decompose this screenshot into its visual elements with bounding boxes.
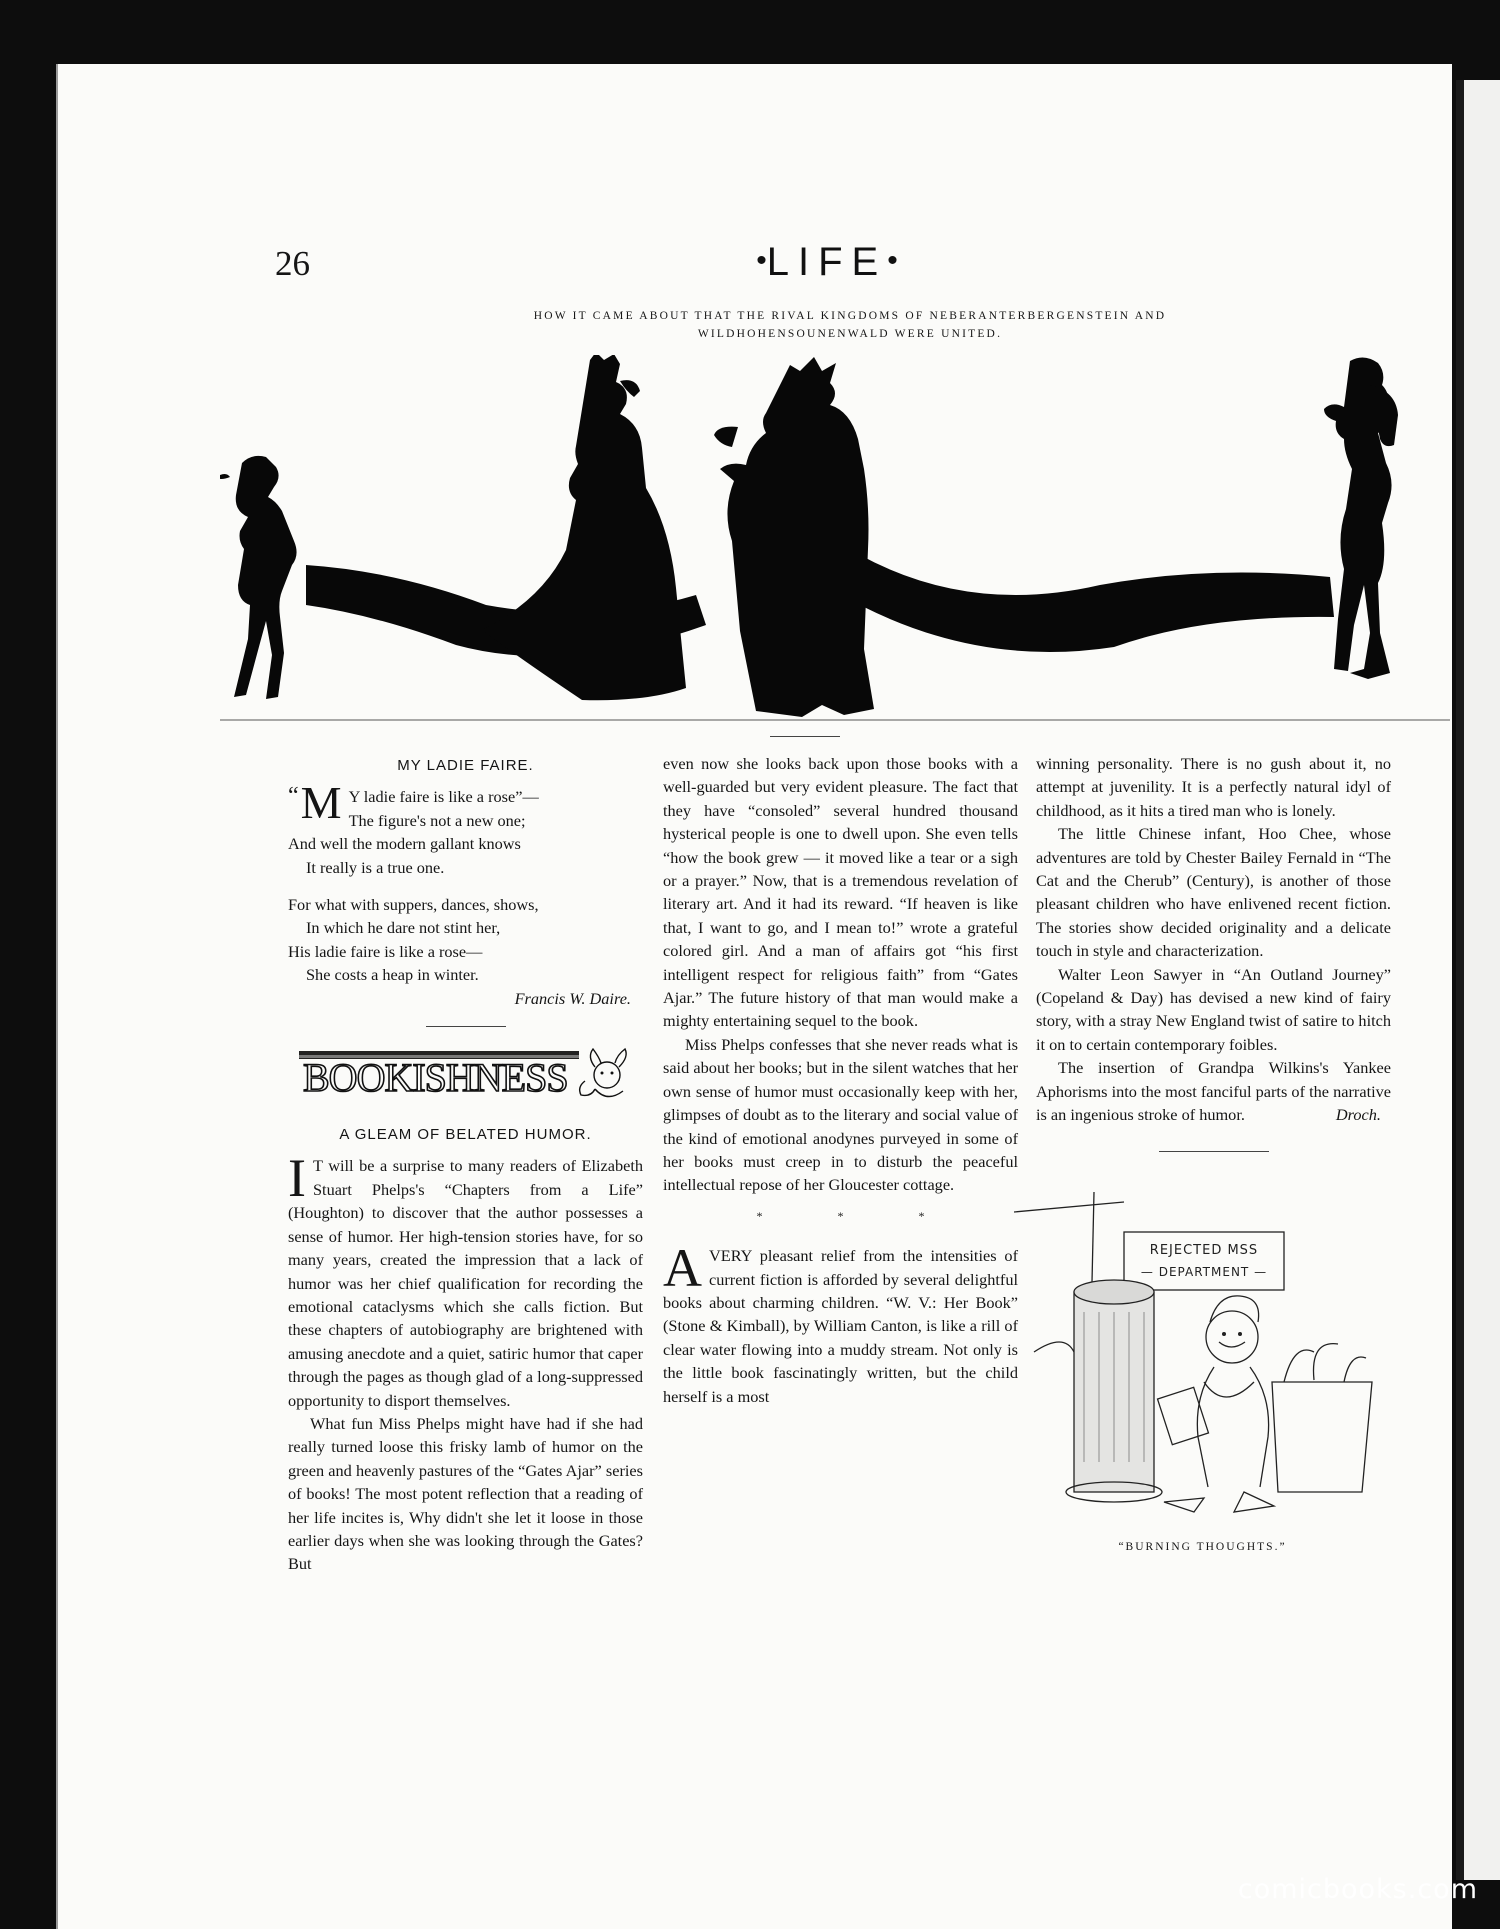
column-3 [1036, 752, 1391, 1559]
silhouette-illustration [220, 355, 1450, 730]
bookishness-paragraph-2: What fun Miss Phelps might have had if she had really turned loose this frisky lamb of humor on the green and heavenly pastures of the “Gates Ajar” series of books! The most potent reflection that a reading of her life incites is, Why didn't she let it loose in those earlier days when she was looking through the Gates? But [288, 1413, 643, 1574]
site-watermark: comicbooks.com [1237, 1874, 1478, 1905]
bookishness-heading: A GLEAM OF BELATED HUMOR. [339, 1126, 592, 1144]
poem-drop-cap: M [300, 777, 342, 829]
illustration-divider [770, 736, 840, 737]
column-3-paragraph-4: The insertion of Grandpa Wilkins's Yankee Aphorisms into the most fanciful parts of the narrative is an ingenious stroke of humor. [1036, 1058, 1391, 1125]
poem-divider [426, 1026, 506, 1027]
masthead: •LIFE• [756, 240, 898, 284]
column-2-paragraph-2: Miss Phelps confesses that she never reads what is said about her books; but in the silent watches that her own sense of humor must occasionally keep with her, glimpses of doubt as to the literary and social value of the kind of emotional anodynes purveyed in some of her books must creep in to disturb the peaceful intellectual repose of her Gloucester cottage. [663, 1034, 1018, 1195]
burning-thoughts-drawing [1014, 1192, 1414, 1522]
poem-title: MY LADIE FAIRE. [397, 757, 534, 774]
poem-line-4: It really is a true one. [306, 857, 445, 877]
poem-line-8: She costs a heap in winter. [306, 965, 479, 985]
poem-open-quote: “ [288, 783, 299, 810]
column-3-paragraph-2: The little Chinese infant, Hoo Chee, whose adventures are told by Chester Bailey Fernald in “The Cat and the Cherub” (Century), is another of those pleasant children who have enlivened recent fiction. The stories show decided originality and a delicate touch in style and characterization. [1036, 824, 1391, 961]
column-3-paragraph-3: Walter Leon Sawyer in “An Outland Journey” (Copeland & Day) has devised a new kind of fairy story, with a stray New England twist of satire to hitch it on to certain contemporary foibles. [1036, 964, 1391, 1054]
section-stars: * * * [756, 1208, 961, 1223]
poem-line-1: Y ladie faire is like a rose”— [348, 787, 539, 807]
poem-body [288, 777, 643, 1010]
droch-signature: Droch. [1335, 1105, 1381, 1125]
cartoon-caption-line2: WILDHOHENSOUNENWALD WERE UNITED. [697, 328, 1003, 340]
masthead-title: LIFE [766, 240, 888, 284]
cartoon-caption [455, 307, 1245, 343]
bookishness-banner [295, 1041, 637, 1107]
facing-page-edge [1456, 80, 1500, 1880]
column-2-paragraph-1: even now she looks back upon those books with a well-guarded but very evident pleasure. The fact that they have “consoled” several hundred thousand hysterical people is one to dwell upon. She even tells “how the book grew — it moved like a tear or a sigh or a prayer.” Now, that is a tremendous revelation of literary art. And it had its reward. “If heaven is like that, I want to go, and I mean to!” wrote a grateful colored girl. And a man of affairs got “his first intelligent respect for religious faith” from “Gates Ajar.” The future history of that man would make a mighty entertaining sequel to the book. [663, 754, 1018, 1031]
burning-thoughts-illustration [1014, 1192, 1391, 1560]
column-3-paragraph-1: winning personality. There is no gush about it, no attempt at juvenility. It is a perfectly natural idyl of childhood, as it hits a tired man who is lonely. [1036, 754, 1391, 820]
illustration-caption: “BURNING THOUGHTS.” [1118, 1540, 1287, 1553]
poem-author: Francis W. Daire. [514, 988, 631, 1008]
poem-line-7: His ladie faire is like a rose— [288, 941, 483, 961]
poem-line-5: For what with suppers, dances, shows, [288, 895, 539, 915]
column-2 [663, 752, 1018, 1408]
poem-line-3: And well the modern gallant knows [288, 834, 521, 854]
cartoon-caption-line1: HOW IT CAME ABOUT THAT THE RIVAL KINGDOMS OF NEBERANTERBERGENSTEIN AND [533, 310, 1167, 322]
bookishness-paragraph-1: T will be a surprise to many readers of Elizabeth Stuart Phelps's “Chapters from a Life” (Houghton) to discover that the author possesses a sense of humor. Her high-tension stories have, for so many years, created the impression that a lack of humor was her chief qualification for recording the emotional cataclysms which she calls fiction. But these chapters of autobiography are brightened with amusing anecdote and a quiet, satiric humor that caper through the pages as though glad of a long-suppressed opportunity to disport themselves. [288, 1156, 643, 1410]
poem-line-2: The figure's not a new one; [348, 810, 526, 830]
column-1 [288, 752, 643, 1576]
drop-cap-i: I [288, 1148, 306, 1209]
sign-line-1: REJECTED MSS [1149, 1242, 1259, 1258]
drop-cap-a: A [663, 1238, 702, 1299]
sign-line-2: — DEPARTMENT — [1140, 1264, 1268, 1279]
review-divider [1159, 1151, 1269, 1152]
page-number: 26 [275, 244, 310, 283]
poem-line-6: In which he dare not stint her, [306, 918, 501, 938]
column-2-paragraph-3: VERY pleasant relief from the intensities of current fiction is afforded by several delightful books about charming children. “W. V.: Her Book” (Stone & Kimball), by William Canton, is like a rill of clear water flowing into a muddy stream. Not only is the little book fascinatingly written, but the child herself is a most [663, 1246, 1018, 1406]
bookishness-banner-text: BOOKISHNESS [302, 1055, 568, 1101]
